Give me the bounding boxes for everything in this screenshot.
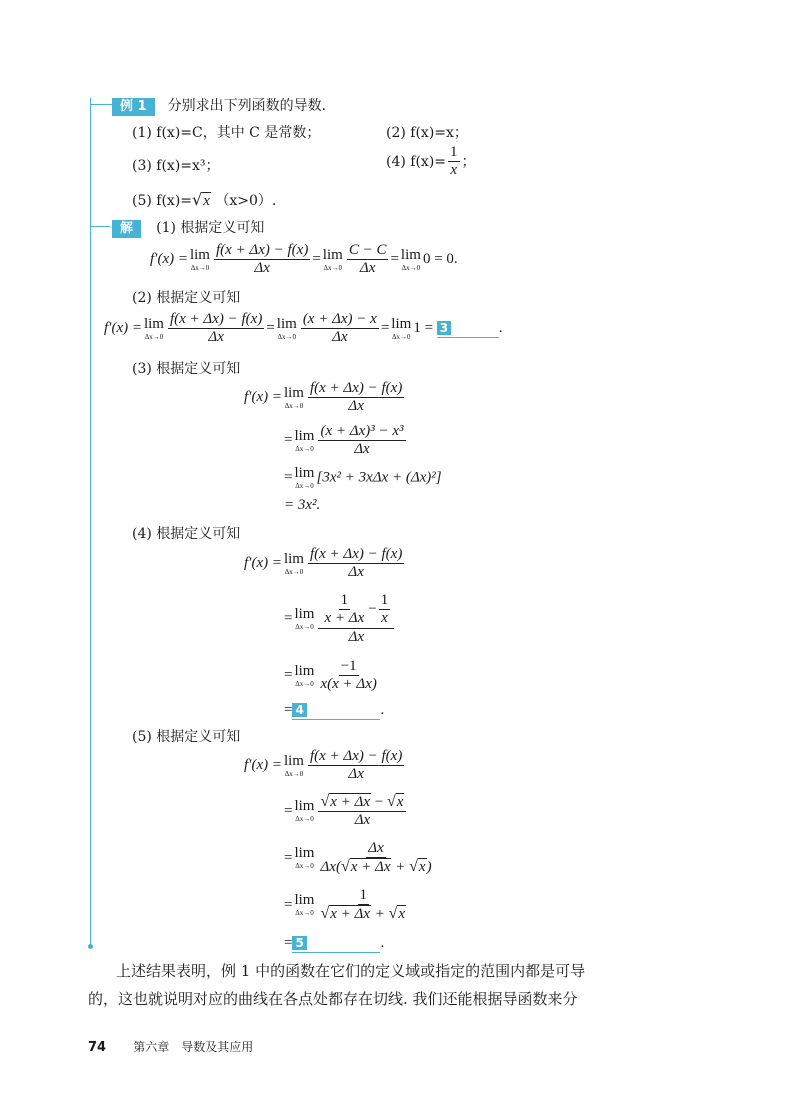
example-badge: 例 1 — [112, 98, 155, 116]
s5-line-1: f′(x) = lim Δx→0 $\frac{f(x + \Delta x) - f(x)}{\Delta x}$ — [244, 748, 403, 783]
s4-line-4: = 4 . — [284, 702, 385, 718]
example-header — [112, 95, 326, 116]
s5-line-3: = lim Δx→0 $\frac{\Delta x}{\Delta x(√x + \Delta x + √x)}$ — [284, 840, 432, 876]
body-paragraph-line-2: 的，这也就说明对应的曲线在各点处都存在切线. 我们还能根据导函数来分 — [88, 990, 578, 1008]
item4-label: (4) f(x)= — [386, 153, 447, 170]
solution-badge: 解 — [112, 220, 141, 238]
s1-lhs: f′(x) = — [150, 251, 188, 268]
item4-end: ； — [461, 153, 476, 170]
s5-line-2: = lim Δx→0 $\frac{√x + \Delta x - √x}{\Delta x}$ — [284, 793, 408, 830]
s1-head: (1) 根据定义可知 — [156, 220, 265, 236]
example-item-4 — [386, 144, 476, 180]
item5-prefix: (5) f(x)= — [132, 193, 193, 209]
s3-line-4: = 3x². — [284, 497, 321, 513]
accent-dot — [88, 944, 93, 949]
body-paragraph-line-1: 上述结果表明，例 1 中的函数在它们的定义域或指定的范围内都是可导 — [116, 962, 586, 980]
example-item-2: (2) f(x)=x； — [386, 125, 468, 141]
example-prompt: 分别求出下列函数的导数. — [167, 98, 327, 114]
s5-head: (5) 根据定义可知 — [132, 729, 241, 745]
s3-line-3: = lim Δx→0 [3x² + 3xΔx + (Δx)²] — [284, 465, 442, 490]
s2-equation: f′(x) = lim Δx→0 $\frac{f(x + \Delta x) - f(x)}{\Delta x}$ = lim Δx→0 $\frac{(x + \Delta x) - x}{\Delta x}$ = lim Δx→0 1 = 3 . — [104, 311, 503, 346]
s4-line-1: f′(x) = lim Δx→0 $\frac{f(x + \Delta x) - f(x)}{\Delta x}$ — [244, 546, 403, 581]
s3-head: (3) 根据定义可知 — [132, 361, 241, 377]
answer-blank-5[interactable]: 5 — [292, 935, 380, 953]
example-item-5: (5) f(x)=√x （x>0）. — [132, 190, 277, 209]
item5-radicand: x — [203, 193, 210, 209]
solution-accent-line — [90, 226, 110, 227]
s2-head: (2) 根据定义可知 — [132, 290, 241, 306]
item5-suffix: （x>0）. — [215, 193, 277, 209]
s4-line-2: = lim Δx→0 $\frac{1}{x + \Delta x}$ − $\frac{1}{x}$ Δx — [284, 592, 396, 646]
s5-line-4: = lim Δx→0 $\frac{1}{√x + \Delta x + √x}$ — [284, 887, 406, 923]
s1-equation: f′(x) = lim Δx→0 $\frac{f(x + \Delta x) - f(x)}{\Delta x}$ = lim Δx→0 $\frac{C - C}{\Delta x}$ = lim Δx→0 0 = 0. — [150, 242, 458, 277]
chapter-title: 第六章 导数及其应用 — [133, 1040, 254, 1054]
s4-head: (4) 根据定义可知 — [132, 526, 241, 542]
page-footer — [88, 1036, 253, 1055]
solution-header — [112, 217, 264, 238]
answer-blank-3[interactable]: 3 — [437, 320, 499, 338]
s3-line-2: = lim Δx→0 $\frac{\text{(x + Δx)³ − x³}}{\Delta x}$ — [284, 423, 404, 458]
example-item-1: (1) f(x)=C，其中 C 是常数； — [132, 125, 321, 141]
s3-line-1: f′(x) = lim Δx→0 $\frac{f(x + \Delta x) - f(x)}{\Delta x}$ — [244, 380, 403, 415]
s4-line-3: = lim Δx→0 $\frac{-1}{x(x + \Delta x)}$ — [284, 658, 377, 693]
item4-denominator: x — [450, 162, 458, 179]
s1-tail: 0 = 0. — [422, 251, 458, 268]
example-item-3: (3) f(x)=x³； — [132, 158, 220, 174]
item4-numerator: 1 — [448, 144, 460, 162]
page-number: 74 — [88, 1040, 107, 1055]
answer-blank-4[interactable]: 4 — [292, 702, 380, 720]
s5-line-5: = 5 . — [284, 935, 385, 951]
